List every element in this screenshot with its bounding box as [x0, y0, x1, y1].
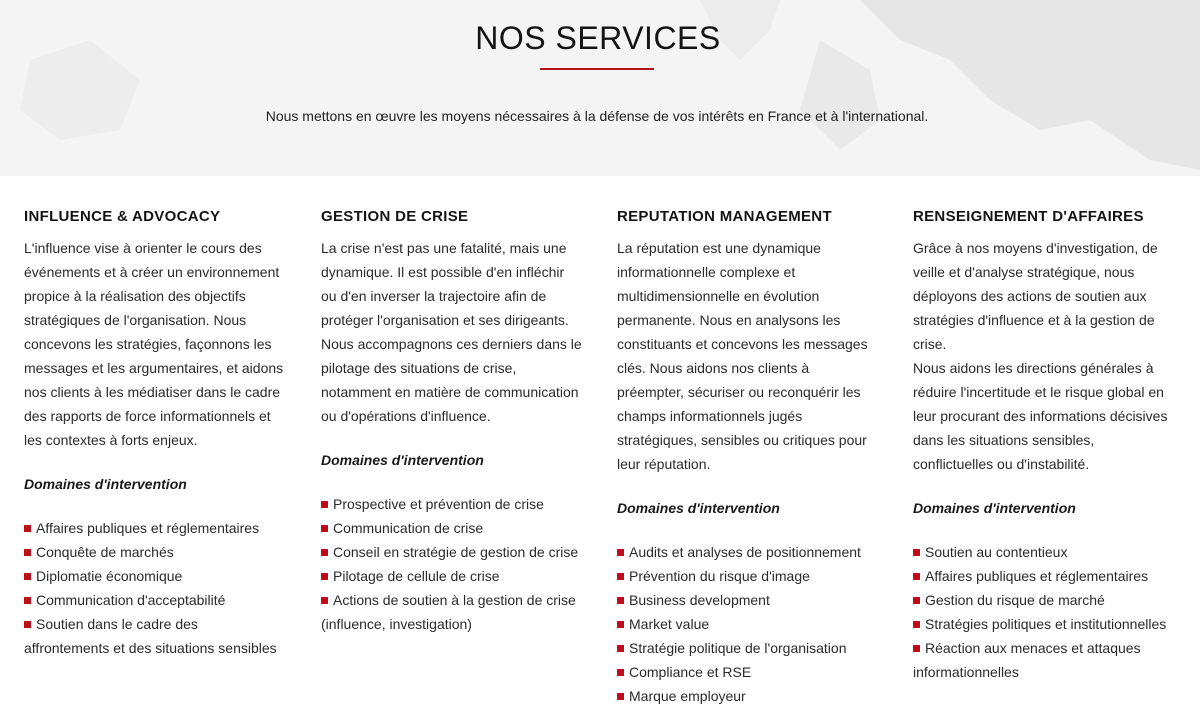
list-item-label: Diplomatie économique — [36, 568, 183, 584]
red-square-bullet-icon — [617, 669, 624, 676]
list-item-label: Stratégie politique de l'organisation — [629, 640, 847, 656]
service-column-crise — [321, 208, 583, 636]
red-square-bullet-icon — [24, 597, 31, 604]
red-square-bullet-icon — [617, 621, 624, 628]
intro-text: Nous mettons en œuvre les moyens nécessaires à la défense de vos intérêts en France et à l'international. — [265, 108, 929, 124]
red-square-bullet-icon — [913, 645, 920, 652]
list-item-label: Stratégies politiques et institutionnelles — [925, 616, 1167, 632]
list-item — [617, 588, 879, 612]
list-item-label: Affaires publiques et réglementaires — [36, 520, 260, 536]
service-paragraph: La réputation est une dynamique informationnelle complexe et multidimensionnelle en évolution permanente. Nous en analysons les constituants et concevons les messages clés. Nous aidons nos clients à préempter, sécuriser ou reconquérir les champs informationnels jugés stratégiques, sensibles ou critiques pour leur réputation. — [617, 240, 868, 472]
domains-heading: Domaines d'intervention — [24, 476, 187, 492]
list-item — [913, 564, 1175, 588]
list-item — [24, 588, 286, 612]
red-square-bullet-icon — [24, 549, 31, 556]
list-item-label: Compliance et RSE — [629, 664, 752, 680]
red-square-bullet-icon — [617, 693, 624, 700]
service-title: REPUTATION MANAGEMENT — [617, 208, 832, 225]
service-title: RENSEIGNEMENT D'AFFAIRES — [913, 208, 1144, 225]
domains-list — [24, 516, 286, 660]
red-square-bullet-icon — [24, 525, 31, 532]
list-item — [24, 540, 286, 564]
list-item-label: Business development — [629, 592, 770, 608]
domains-list — [617, 540, 879, 708]
domains-list — [913, 540, 1175, 684]
red-square-bullet-icon — [321, 573, 328, 580]
list-item — [321, 516, 583, 540]
list-item-label: Conseil en stratégie de gestion de crise — [333, 544, 579, 560]
list-item — [913, 588, 1175, 612]
list-item-label: Audits et analyses de positionnement — [629, 544, 861, 560]
list-item — [617, 612, 879, 636]
list-item — [913, 636, 1175, 684]
domains-heading: Domaines d'intervention — [617, 500, 780, 516]
red-square-bullet-icon — [321, 525, 328, 532]
service-description — [321, 236, 583, 428]
list-item-label: Soutien au contentieux — [925, 544, 1068, 560]
service-title: INFLUENCE & ADVOCACY — [24, 208, 221, 225]
list-item — [913, 540, 1175, 564]
service-description — [617, 236, 879, 476]
red-square-bullet-icon — [24, 573, 31, 580]
domains-list — [321, 492, 583, 636]
service-paragraph: La crise n'est pas une fatalité, mais une dynamique. Il est possible d'en infléchir ou d'en inverser la trajectoire afin de protéger l'organisation et ses dirigeants. Nous accompagnons ces derniers dans le pilotage des situations de crise, notamment en matière de communication ou d'opérations d'influence. — [321, 240, 582, 424]
service-column-influence — [24, 208, 286, 660]
list-item-label: Affaires publiques et réglementaires — [925, 568, 1149, 584]
list-item — [321, 492, 583, 516]
service-title: GESTION DE CRISE — [321, 208, 469, 225]
title-underline — [540, 68, 654, 70]
service-column-renseignement — [913, 208, 1175, 684]
domains-heading: Domaines d'intervention — [321, 452, 484, 468]
page-title: NOS SERVICES — [475, 20, 721, 56]
list-item — [913, 612, 1175, 636]
list-item — [321, 540, 583, 564]
red-square-bullet-icon — [913, 573, 920, 580]
list-item — [24, 612, 286, 660]
list-item-label: Marque employeur — [629, 688, 746, 704]
red-square-bullet-icon — [321, 549, 328, 556]
list-item-label: Actions de soutien à la gestion de crise (influence, investigation) — [321, 592, 576, 632]
red-square-bullet-icon — [913, 549, 920, 556]
red-square-bullet-icon — [617, 573, 624, 580]
list-item — [617, 636, 879, 660]
list-item-label: Soutien dans le cadre des affrontements et des situations sensibles — [24, 616, 277, 656]
list-item-label: Réaction aux menaces et attaques informationnelles — [913, 640, 1141, 680]
red-square-bullet-icon — [913, 597, 920, 604]
service-paragraph: Grâce à nos moyens d'investigation, de veille et d'analyse stratégique, nous déployons des actions de soutien aux stratégies d'influence et à la gestion de crise. — [913, 240, 1158, 352]
list-item-label: Communication de crise — [333, 520, 484, 536]
red-square-bullet-icon — [321, 501, 328, 508]
red-square-bullet-icon — [24, 621, 31, 628]
list-item — [321, 588, 583, 636]
service-description — [24, 236, 286, 452]
list-item — [24, 564, 286, 588]
service-column-reputation — [617, 208, 879, 708]
domains-heading: Domaines d'intervention — [913, 500, 1076, 516]
red-square-bullet-icon — [617, 597, 624, 604]
red-square-bullet-icon — [321, 597, 328, 604]
service-paragraph: L'influence vise à orienter le cours des événements et à créer un environnement propice à la réalisation des objectifs stratégiques de l'organisation. Nous concevons les stratégies, façonnons les messages et les argumentaires, et aidons nos clients à les médiatiser dans le cadre des rapports de force informationnels et les contextes à forts enjeux. — [24, 240, 284, 448]
list-item — [617, 540, 879, 564]
list-item-label: Market value — [629, 616, 710, 632]
list-item — [321, 564, 583, 588]
red-square-bullet-icon — [913, 621, 920, 628]
list-item-label: Pilotage de cellule de crise — [333, 568, 500, 584]
service-description — [913, 236, 1175, 476]
list-item-label: Communication d'acceptabilité — [36, 592, 226, 608]
list-item-label: Prévention du risque d'image — [629, 568, 810, 584]
list-item — [617, 564, 879, 588]
list-item — [24, 516, 286, 540]
list-item-label: Conquête de marchés — [36, 544, 174, 560]
service-paragraph: Nous aidons les directions générales à réduire l'incertitude et le risque global en leur procurant des informations décisives dans les situations sensibles, conflictuelles ou d'instabilité. — [913, 360, 1168, 472]
red-square-bullet-icon — [617, 549, 624, 556]
list-item-label: Prospective et prévention de crise — [333, 496, 544, 512]
list-item — [617, 660, 879, 684]
red-square-bullet-icon — [617, 645, 624, 652]
list-item-label: Gestion du risque de marché — [925, 592, 1105, 608]
list-item — [617, 684, 879, 708]
